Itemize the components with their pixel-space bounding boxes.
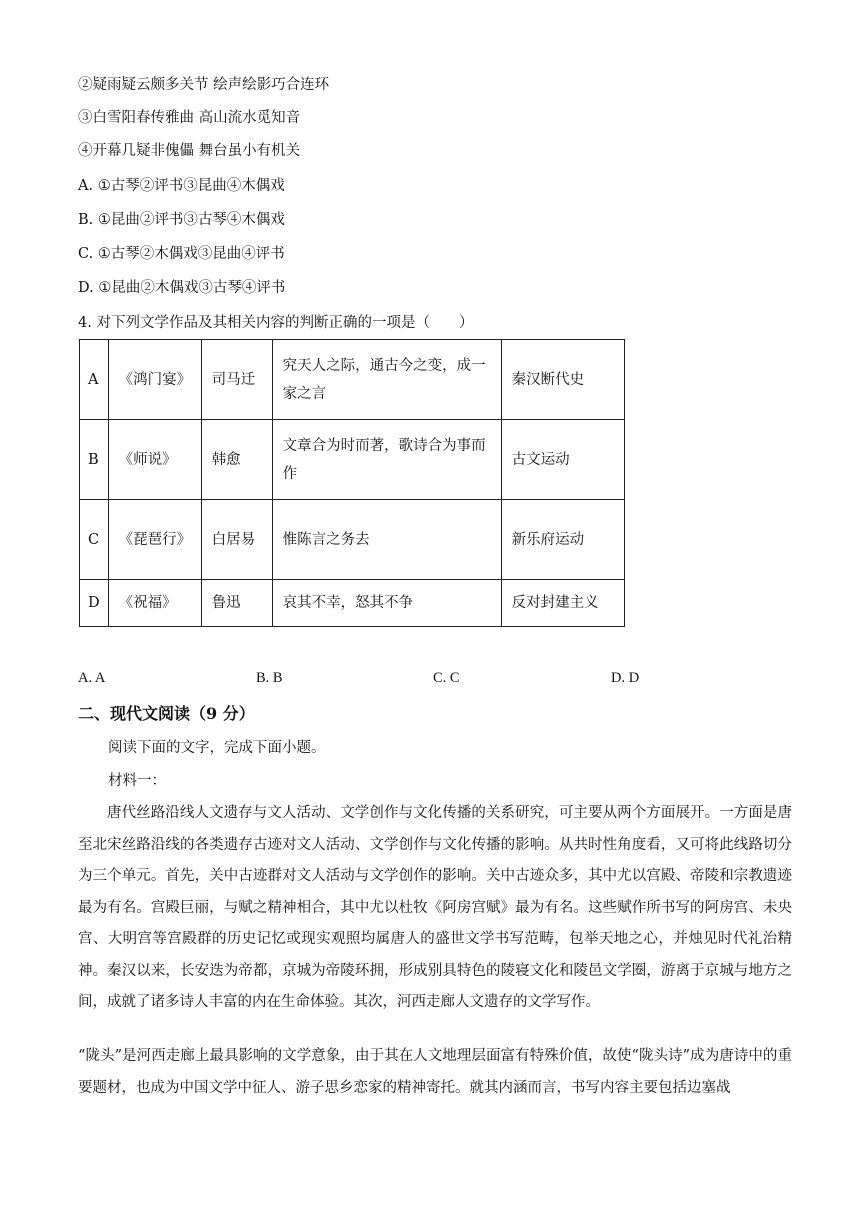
section-title: 二、现代文阅读（9 分） [78,704,255,723]
choice-d[interactable]: D. D [611,670,640,686]
table-row [80,500,625,580]
note: 新乐府运动 [501,500,624,580]
row-letter: B [80,420,109,500]
answer-option-c: C. ①古琴②木偶戏③昆曲④评书 [78,246,285,262]
option-line-4: ④开幕几疑非傀儡 舞台虽小有机关 [78,143,301,159]
work-title: 《师说》 [108,420,201,500]
material-paragraph-1: 唐代丝路沿线人文遗存与文人活动、文学创作与文化传播的关系研究，可主要从两个方面展开。一方面是唐至北宋丝路沿线的各类遗存古迹对文人活动、文学创作与文化传播的影响。从共时性角度看，又可将此线路切分为三个单元。首先，关中古迹群对文人活动与文学创作的影响。关中古迹众多，其中尤以宫殿、帝陵和宗教遗迹最为有名。宫殿巨丽，与赋之精神相合，其中尤以杜牧《阿房宫赋》最为有名。这些赋作所书写的阿房宫、未央宫、大明宫等宫殿群的历史记忆或现实观照均属唐人的盛世文学书写范畴，包举天地之心，并烛见时代礼治精神。秦汉以来，长安迭为帝都，京城为帝陵环拥，形成别具特色的陵寝文化和陵邑文学圈，游离于京城与地方之间，成就了诸多诗人丰富的内在生命体验。其次，河西走廊人文遗存的文学写作。 [78,805,792,1010]
material-label: 材料一： [108,773,166,789]
note: 反对封建主义 [501,580,624,627]
question-4-table [79,339,625,627]
table-row [80,420,625,500]
note: 古文运动 [501,420,624,500]
answer-option-b: B. ①昆曲②评书③古琴④木偶戏 [78,212,285,228]
quote: 惟陈言之务去 [272,500,501,580]
table-row [80,580,625,627]
table-row [80,340,625,420]
choice-c[interactable]: C. C [433,670,460,686]
row-letter: C [80,500,109,580]
question-4-stem: 4. 对下列文学作品及其相关内容的判断正确的一项是（ ） [78,315,474,331]
author: 白居易 [201,500,272,580]
quote: 哀其不幸，怒其不争 [272,580,501,627]
answer-option-d: D. ①昆曲②木偶戏③古琴④评书 [78,280,286,296]
choice-b[interactable]: B. B [256,670,283,686]
choice-a[interactable]: A. A [78,670,106,686]
quote: 究天人之际，通古今之变，成一家之言 [272,340,501,420]
quote: 文章合为时而著，歌诗合为事而作 [272,420,501,500]
work-title: 《鸿门宴》 [108,340,201,420]
row-letter: D [80,580,109,627]
work-title: 《琵琶行》 [108,500,201,580]
option-line-3: ③白雪阳春传雅曲 高山流水觅知音 [78,110,301,126]
note: 秦汉断代史 [501,340,624,420]
answer-option-a: A. ①古琴②评书③昆曲④木偶戏 [78,178,285,194]
option-line-2: ②疑雨疑云颇多关节 绘声绘影巧合连环 [78,77,330,93]
row-letter: A [80,340,109,420]
author: 司马迁 [201,340,272,420]
work-title: 《祝福》 [108,580,201,627]
reading-instruction: 阅读下面的文字，完成下面小题。 [108,740,326,756]
author: 韩愈 [201,420,272,500]
author: 鲁迅 [201,580,272,627]
material-paragraph-2: “陇头”是河西走廊上最具影响的文学意象，由于其在人文地理层面富有特殊价值，故使“陇头诗”成为唐诗中的重要题材，也成为中国文学中征人、游子思乡恋家的精神寄托。就其内涵而言，书写内容主要包括边塞战 [78,1048,792,1096]
question-4-options [78,668,798,688]
